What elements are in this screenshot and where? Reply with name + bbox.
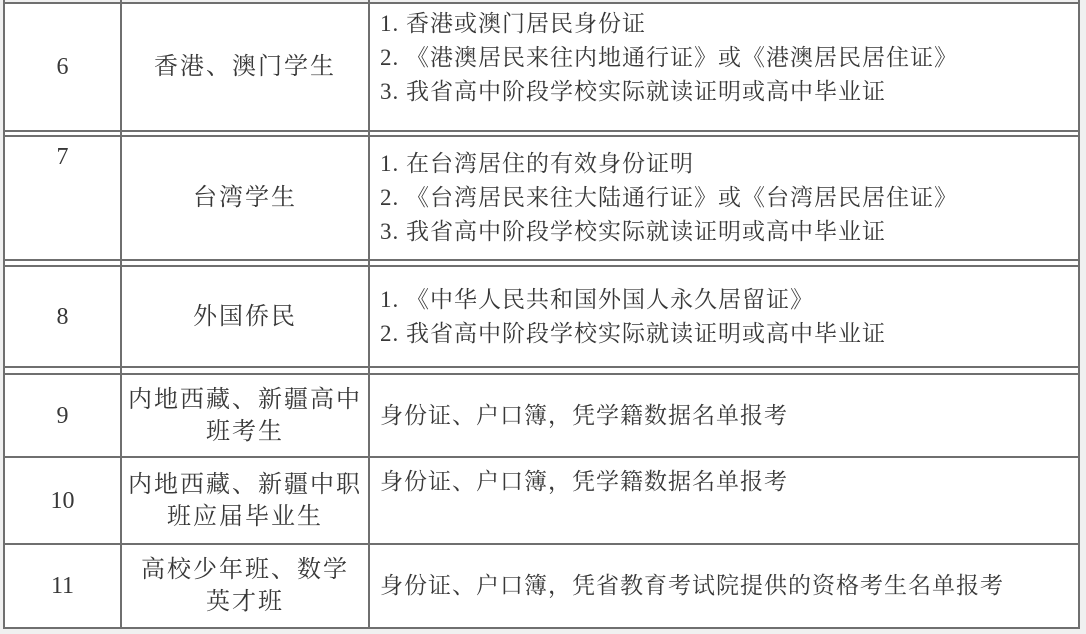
category-cell <box>122 545 370 627</box>
row-number-cell <box>5 4 122 130</box>
document-line: 3. 我省高中阶段学校实际就读证明或高中毕业证 <box>380 219 886 244</box>
table-row <box>3 2 1080 132</box>
category-cell <box>122 267 370 366</box>
row-number: 8 <box>56 303 69 330</box>
row-number-cell <box>5 267 122 366</box>
table-row <box>3 543 1080 629</box>
document-line: 2. 《台湾居民来往大陆通行证》或《台湾居民居住证》 <box>380 185 958 210</box>
category-cell <box>122 137 370 259</box>
category-line: 内地西藏、新疆高中 <box>128 386 362 413</box>
category-cell <box>122 375 370 456</box>
row-number: 11 <box>50 573 75 599</box>
document-line: 1. 《中华人民共和国外国人永久居留证》 <box>380 286 814 312</box>
document-line: 1. 香港或澳门居民身份证 <box>380 11 646 36</box>
category-cell <box>122 4 370 130</box>
document-line: 身份证、户口簿，凭学籍数据名单报考 <box>380 469 788 494</box>
category-line: 外国侨民 <box>193 303 297 330</box>
row-number-cell <box>5 458 122 543</box>
category-line: 台湾学生 <box>193 185 297 211</box>
document-line: 2. 我省高中阶段学校实际就读证明或高中毕业证 <box>380 320 886 346</box>
documents-cell <box>370 458 1078 543</box>
document-line: 3. 我省高中阶段学校实际就读证明或高中毕业证 <box>380 79 886 104</box>
row-number: 10 <box>50 487 75 514</box>
category-line: 高校少年班、数学 <box>141 557 349 583</box>
table-row <box>3 265 1080 368</box>
table-row <box>3 373 1080 458</box>
category-line: 英才班 <box>206 589 284 615</box>
documents-cell <box>370 545 1078 627</box>
documents-cell <box>370 375 1078 456</box>
table-row <box>3 135 1080 261</box>
category-line: 班应届毕业生 <box>167 503 323 530</box>
document-line: 2. 《港澳居民来往内地通行证》或《港澳居民居住证》 <box>380 45 958 70</box>
documents-cell <box>370 267 1078 366</box>
table-row <box>3 456 1080 545</box>
row-number-cell <box>5 375 122 456</box>
document-line: 1. 在台湾居住的有效身份证明 <box>380 151 694 176</box>
documents-cell <box>370 4 1078 130</box>
row-number: 6 <box>56 54 69 80</box>
category-line: 香港、澳门学生 <box>154 54 336 80</box>
category-line: 内地西藏、新疆中职 <box>128 471 362 498</box>
document-line: 身份证、户口簿，凭省教育考试院提供的资格考生名单报考 <box>380 573 1004 598</box>
category-cell <box>122 458 370 543</box>
row-number: 9 <box>56 402 69 429</box>
documents-cell <box>370 137 1078 259</box>
row-number-cell <box>5 545 122 627</box>
row-number: 7 <box>56 144 69 170</box>
row-number-cell <box>5 137 122 259</box>
requirements-table <box>3 2 1080 629</box>
document-line: 身份证、户口簿，凭学籍数据名单报考 <box>380 402 788 428</box>
category-line: 班考生 <box>206 418 284 445</box>
